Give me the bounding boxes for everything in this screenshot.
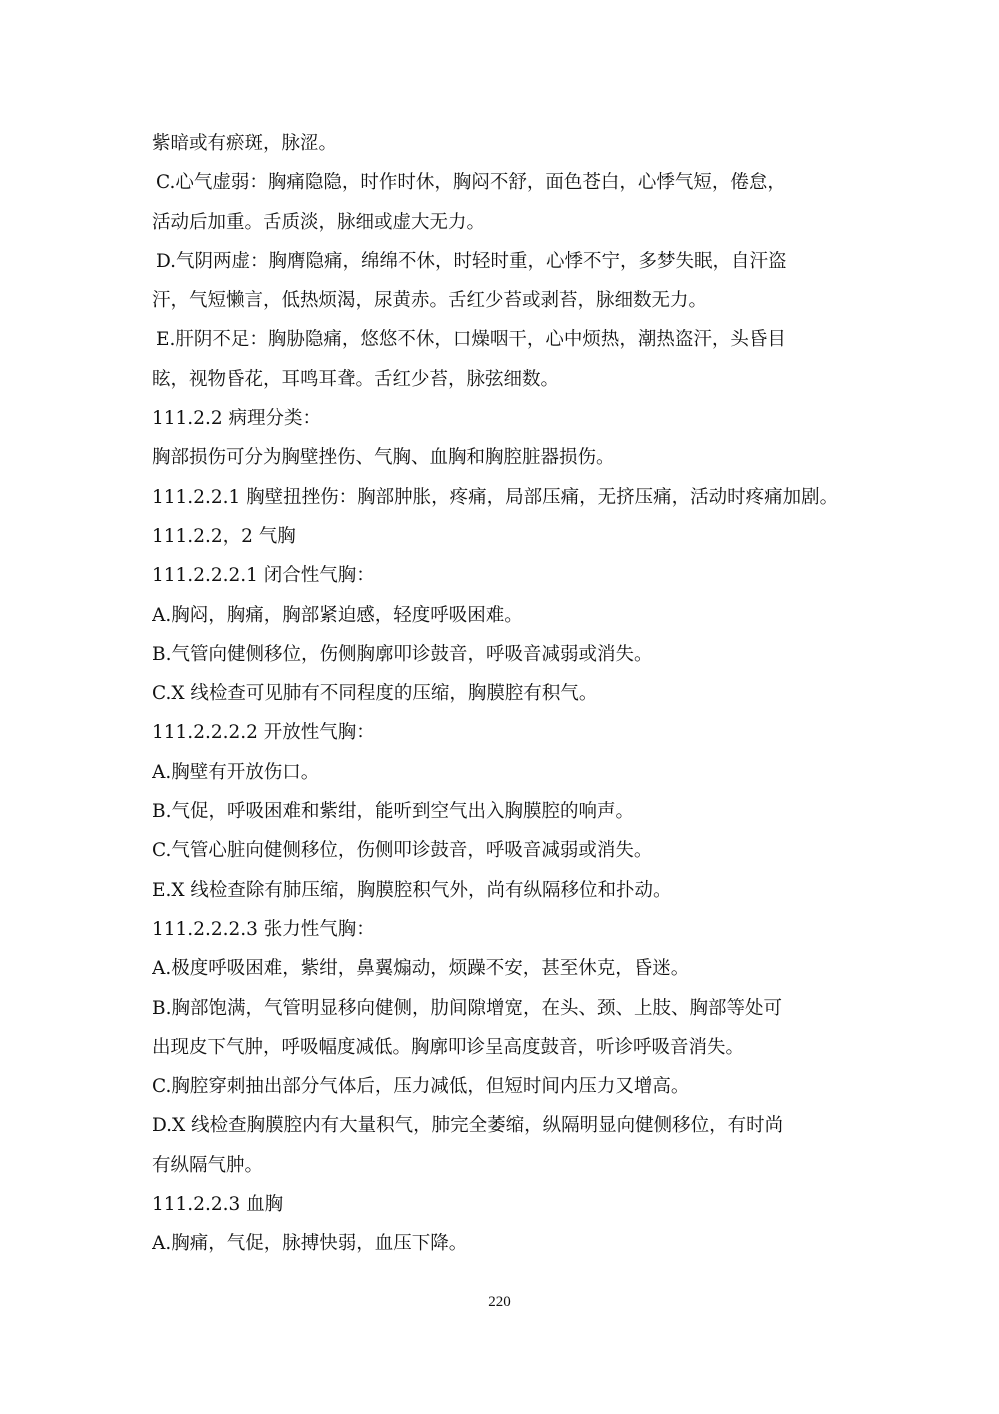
list-item: B.气促，呼吸困难和紫绀，能听到空气出入胸膜腔的响声。: [152, 801, 634, 823]
section-heading: 111.2.2，2 气胸: [152, 525, 296, 547]
list-item: B.胸部饱满，气管明显移向健侧，肋间隙增宽，在头、颈、上肢、胸部等处可: [152, 997, 782, 1019]
text-line: 有纵隔气肿。: [152, 1154, 264, 1176]
list-item: A.胸壁有开放伤口。: [152, 761, 320, 783]
section-heading: 111.2.2.2.2 开放性气胸：: [152, 722, 375, 744]
text-line: 出现皮下气肿，呼吸幅度减低。胸廓叩诊呈高度鼓音，听诊呼吸音消失。: [152, 1036, 745, 1058]
list-item: E.X 线检查除有肺压缩，胸膜腔积气外，尚有纵隔移位和扑动。: [152, 879, 672, 901]
body-text: [152, 124, 852, 1264]
list-item: C.胸腔穿刺抽出部分气体后，压力减低，但短时间内压力又增高。: [152, 1076, 690, 1098]
text-line: 紫暗或有瘀斑，脉涩。: [152, 133, 338, 154]
list-item: B.气管向健侧移位，伤侧胸廓叩诊鼓音，呼吸音减弱或消失。: [152, 643, 653, 665]
section-heading: 111.2.2.1 胸壁扭挫伤：胸部肿胀，疼痛，局部压痛，无挤压痛，活动时疼痛加剧。: [152, 486, 839, 508]
text-line: 汗，气短懒言，低热烦渴，尿黄赤。舌红少苔或剥苔，脉细数无力。: [152, 290, 708, 312]
list-item: A.胸痛，气促，脉搏快弱，血压下降。: [152, 1233, 468, 1255]
list-item: C.气管心脏向健侧移位，伤侧叩诊鼓音，呼吸音减弱或消失。: [152, 840, 653, 862]
text-line: 眩，视物昏花，耳鸣耳聋。舌红少苔，脉弦细数。: [152, 368, 560, 390]
section-heading: 111.2.2.3 血胸: [152, 1194, 284, 1216]
list-item: A.胸闷，胸痛，胸部紧迫感，轻度呼吸困难。: [152, 604, 523, 626]
text-line: 活动后加重。舌质淡，脉细或虚大无力。: [152, 211, 486, 233]
list-item: D.X 线检查胸膜腔内有大量积气，肺完全萎缩，纵隔明显向健侧移位，有时尚: [152, 1115, 784, 1137]
text-line: 胸部损伤可分为胸壁挫伤、气胸、血胸和胸腔脏器损伤。: [152, 447, 615, 469]
list-item-c: C.心气虚弱：胸痛隐隐，时作时休，胸闷不舒，面色苍白，心悸气短，倦怠，: [156, 172, 786, 194]
section-heading: 111.2.2.2.3 张力性气胸：: [152, 918, 375, 940]
list-item-d: D.气阴两虚：胸膺隐痛，绵绵不休，时轻时重，心悸不宁，多梦失眠，自汗盗: [156, 250, 787, 272]
list-item: A.极度呼吸困难，紫绀，鼻翼煽动，烦躁不安，甚至休克，昏迷。: [152, 958, 690, 980]
list-item: C.X 线检查可见肺有不同程度的压缩，胸膜腔有积气。: [152, 683, 598, 705]
section-heading: 111.2.2 病理分类：: [152, 408, 321, 430]
section-heading: 111.2.2.2.1 闭合性气胸：: [152, 565, 375, 587]
list-item-e: E.肝阴不足：胸胁隐痛，悠悠不休，口燥咽干，心中烦热，潮热盗汗，头昏目: [156, 329, 786, 351]
page-number: 220: [488, 1294, 511, 1310]
